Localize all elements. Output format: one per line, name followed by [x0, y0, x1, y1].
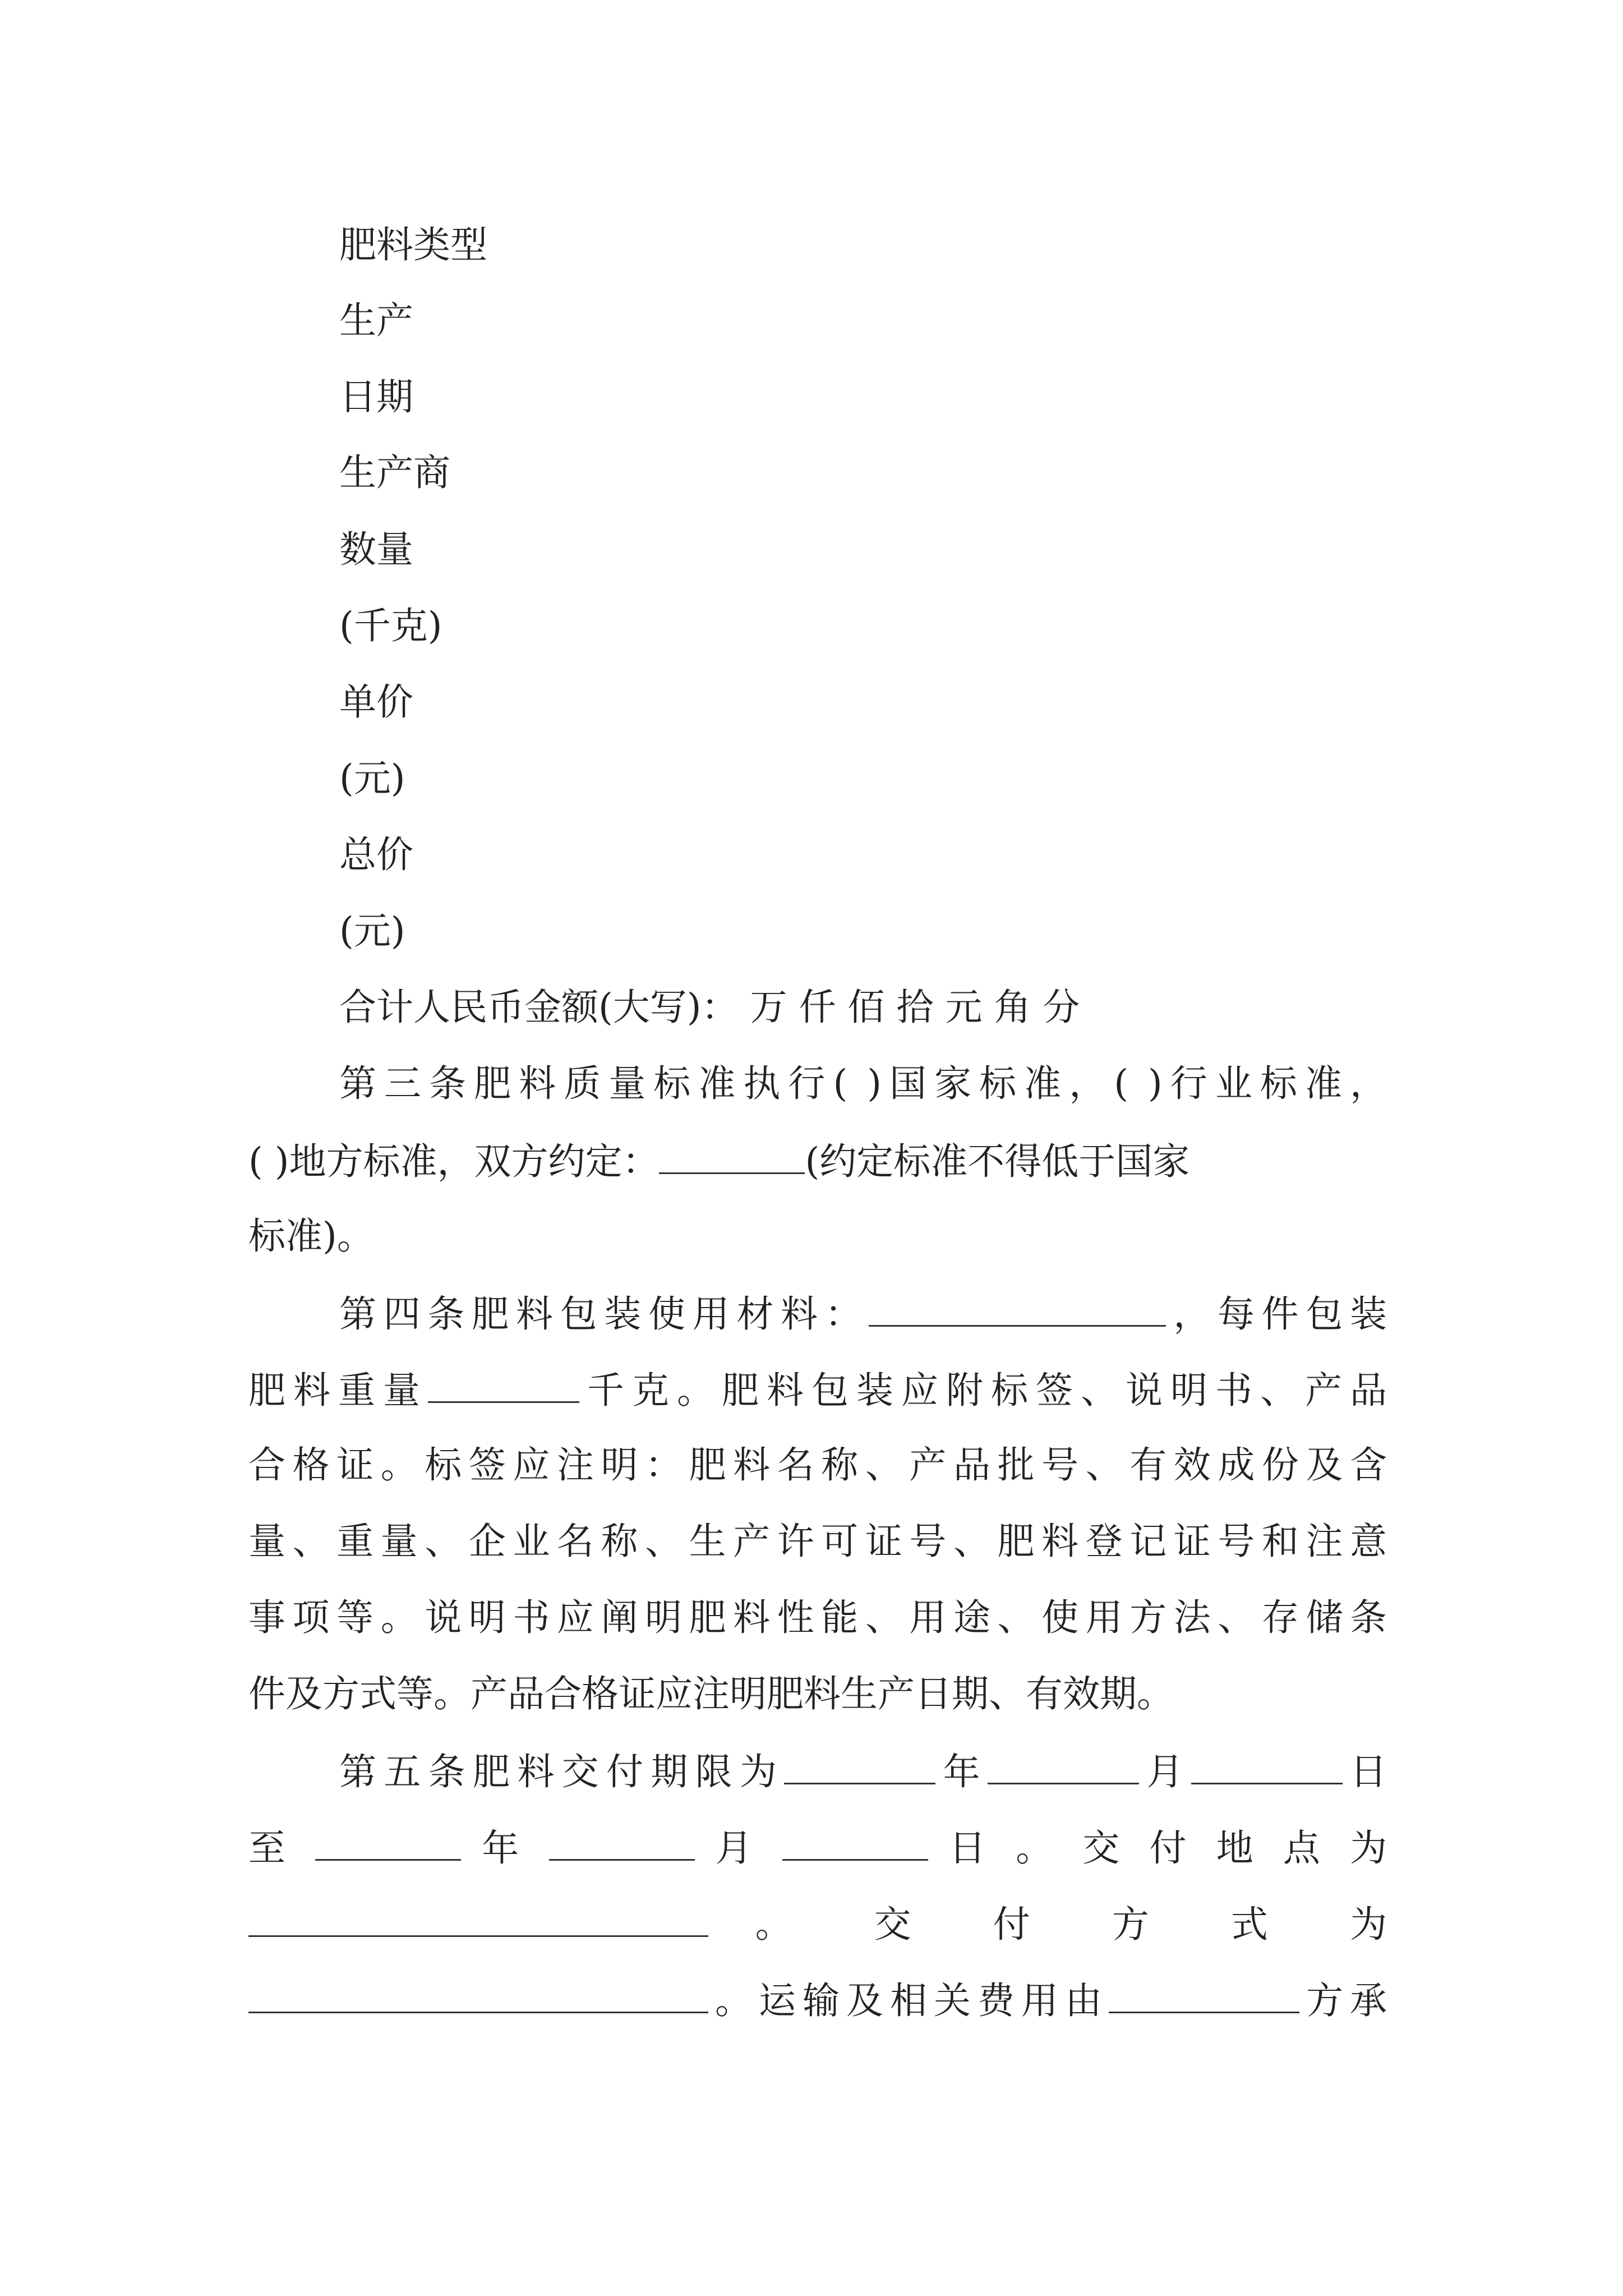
article5-line4-post: 。运输及相关费用由	[708, 1979, 1109, 2022]
end-day-label: 日	[948, 1826, 995, 1870]
label-yuan-unit-1: (元)	[339, 757, 405, 800]
transport-cost-party-blank	[1109, 1977, 1299, 2013]
delivery-method-char-1: 交	[874, 1903, 947, 1946]
article3-line2	[248, 1138, 1189, 1184]
article4-line1-post: ，每件包装	[1166, 1292, 1387, 1336]
end-period: 。	[1016, 1826, 1062, 1870]
end-day-blank	[782, 1824, 928, 1861]
label-yuan-unit-2: (元)	[339, 909, 405, 953]
article4-line3: 合格证。标签应注明：肥料名称、产品批号、有效成份及含	[248, 1443, 1387, 1487]
packaging-material-blank	[869, 1290, 1166, 1327]
article3-line3: 标准)。	[248, 1214, 374, 1258]
label-manufacturer: 生产商	[339, 451, 450, 494]
article4-line4: 量、重量、企业名称、生产许可证号、肥料登记证号和注意	[248, 1520, 1387, 1563]
article3-line2-pre: ( )地方标准，双方约定：	[248, 1140, 660, 1183]
start-day-label: 日	[1342, 1750, 1387, 1793]
delivery-place-char-4: 点	[1283, 1826, 1330, 1870]
delivery-place-char-3: 地	[1216, 1826, 1262, 1870]
label-date: 日期	[339, 375, 413, 418]
delivery-place-char-1: 交	[1082, 1826, 1129, 1870]
total-amount-line: 合计人民币金额(大写)： 万 仟 佰 拾 元 角 分	[339, 986, 1080, 1029]
end-month-blank	[549, 1824, 695, 1861]
article5-line3	[248, 1901, 1387, 1947]
article4-line6: 件及方式等。产品合格证应注明肥料生产日期、有效期。	[248, 1672, 1174, 1715]
article3-line2-post: (约定标准不得低于国家	[805, 1140, 1190, 1183]
article4-line2	[248, 1366, 1387, 1413]
end-year-label: 年	[482, 1826, 528, 1870]
label-quantity: 数量	[339, 528, 413, 571]
delivery-method-blank	[248, 1977, 708, 2013]
article4-line5: 事项等。说明书应阐明肥料性能、用途、使用方法、存储条	[248, 1596, 1387, 1639]
delivery-method-char-5: 为	[1350, 1903, 1387, 1946]
start-month-label: 月	[1139, 1750, 1191, 1793]
label-fertilizer-type: 肥料类型	[339, 223, 487, 266]
delivery-place-period: 。	[755, 1903, 828, 1946]
package-weight-blank	[428, 1366, 579, 1403]
label-total-price: 总价	[339, 833, 413, 876]
end-year-blank	[315, 1824, 461, 1861]
article5-line1	[339, 1748, 1387, 1795]
delivery-method-char-2: 付	[993, 1903, 1066, 1946]
delivery-method-char-4: 式	[1230, 1903, 1303, 1946]
article5-line4	[248, 1977, 1387, 2023]
end-month-label: 月	[715, 1826, 762, 1870]
start-year-blank	[784, 1748, 935, 1784]
article4-line2-pre: 肥料重量	[248, 1369, 428, 1412]
article4-line2-post: 千克。肥料包装应附标签、说明书、产品	[579, 1369, 1387, 1412]
agreed-standard-blank	[659, 1138, 805, 1174]
article5-line2	[248, 1824, 1387, 1871]
article4-line1-pre: 第四条肥料包装使用材料：	[339, 1292, 869, 1336]
article5-line1-pre: 第五条肥料交付期限为	[339, 1750, 785, 1793]
label-production: 生产	[339, 299, 413, 342]
article3-line1: 第三条肥料质量标准执行( )国家标准，( )行业标准，	[339, 1062, 1387, 1105]
start-month-blank	[988, 1748, 1139, 1784]
label-kg-unit: (千克)	[339, 604, 442, 647]
label-unit-price: 单价	[339, 680, 413, 724]
delivery-method-char-3: 方	[1112, 1903, 1184, 1946]
start-day-blank	[1191, 1748, 1343, 1784]
to-label: 至	[248, 1826, 295, 1870]
article4-line1	[339, 1290, 1387, 1337]
delivery-place-char-5: 为	[1350, 1826, 1387, 1870]
start-year-label: 年	[935, 1750, 988, 1793]
delivery-place-blank	[248, 1901, 708, 1937]
delivery-place-char-2: 付	[1149, 1826, 1196, 1870]
article5-line4-end: 方承	[1299, 1979, 1387, 2022]
